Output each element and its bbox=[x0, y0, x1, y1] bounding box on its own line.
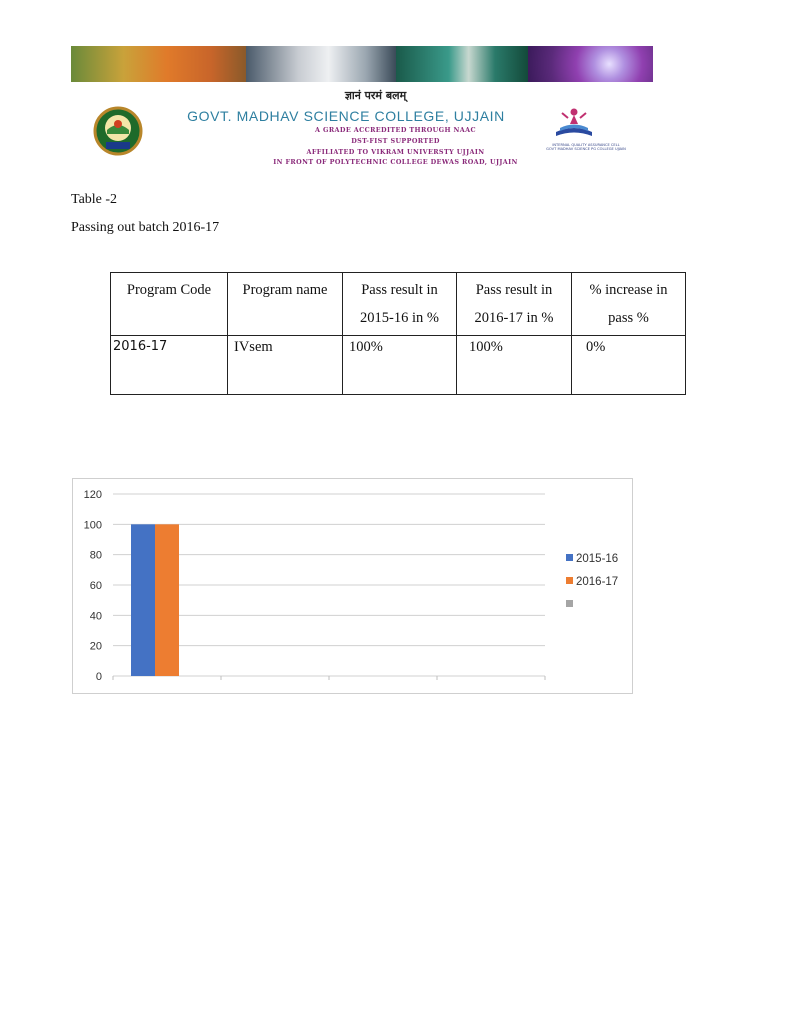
y-tick-label: 60 bbox=[89, 580, 102, 592]
iqac-line-1: INTERNAL QUALITY ASSURANCE CELL bbox=[552, 143, 620, 147]
legend-swatch bbox=[566, 600, 573, 607]
banner-molecule-image bbox=[396, 46, 528, 82]
banner-robot-image bbox=[246, 46, 396, 82]
bar-2015-16 bbox=[131, 524, 155, 676]
cell-program-code: 2016-17 bbox=[111, 336, 228, 395]
bar-chart-svg bbox=[73, 479, 632, 693]
banner-atoms-image bbox=[528, 46, 653, 82]
iqac-line-2: GOVT MADHAV SCIENCE PG COLLEGE UJJAIN bbox=[546, 147, 626, 152]
header-increase: % increase in pass % bbox=[572, 273, 686, 336]
y-tick-label: 100 bbox=[83, 519, 102, 532]
results-table bbox=[110, 272, 686, 395]
cell-pass-2015-16: 100% bbox=[343, 336, 457, 395]
iqac-logo bbox=[548, 104, 600, 148]
legend-swatch bbox=[566, 554, 573, 561]
header-program-code: Program Code bbox=[111, 273, 228, 336]
header-pass-2015-16: Pass result in 2015-16 in % bbox=[343, 273, 457, 336]
college-motto: ज्ञानं परमं बलम् bbox=[344, 89, 407, 102]
table-row bbox=[111, 336, 686, 395]
banner-chemistry-image bbox=[71, 46, 246, 82]
header-pass-2016-17: Pass result in 2016-17 in % bbox=[457, 273, 572, 336]
address-line: IN FRONT OF POLYTECHNIC COLLEGE DEWAS ROAD, UJJAIN bbox=[273, 158, 518, 166]
affiliation-line: AFFILIATED TO VIKRAM UNIVERSTY UJJAIN bbox=[306, 148, 485, 156]
legend-label: 2015-16 bbox=[576, 553, 619, 565]
iqac-caption bbox=[532, 143, 640, 152]
cell-increase: 0% bbox=[572, 336, 686, 395]
bar-chart bbox=[72, 478, 633, 694]
table-label: Table -2 bbox=[71, 192, 118, 207]
table-header-row bbox=[111, 273, 686, 336]
y-tick-label: 40 bbox=[89, 610, 102, 623]
y-tick-label: 20 bbox=[89, 640, 102, 653]
dst-fist-line: DST-FIST SUPPORTED bbox=[351, 137, 440, 145]
y-tick-label: 80 bbox=[89, 549, 102, 562]
legend-label: 2016-17 bbox=[576, 576, 619, 588]
cell-program-name: IVsem bbox=[228, 336, 343, 395]
batch-label: Passing out batch 2016-17 bbox=[71, 220, 220, 235]
y-tick-label: 0 bbox=[95, 671, 102, 683]
legend-swatch bbox=[566, 577, 573, 584]
accreditation-line: A GRADE ACCREDITED THROUGH NAAC bbox=[315, 126, 476, 134]
header-program-name: Program name bbox=[228, 273, 343, 336]
cell-pass-2016-17: 100% bbox=[457, 336, 572, 395]
y-tick-label: 120 bbox=[83, 489, 102, 501]
bar-2016-17 bbox=[155, 524, 179, 676]
college-name: GOVT. MADHAV SCIENCE COLLEGE, UJJAIN bbox=[187, 108, 505, 124]
header-banner bbox=[71, 46, 653, 82]
